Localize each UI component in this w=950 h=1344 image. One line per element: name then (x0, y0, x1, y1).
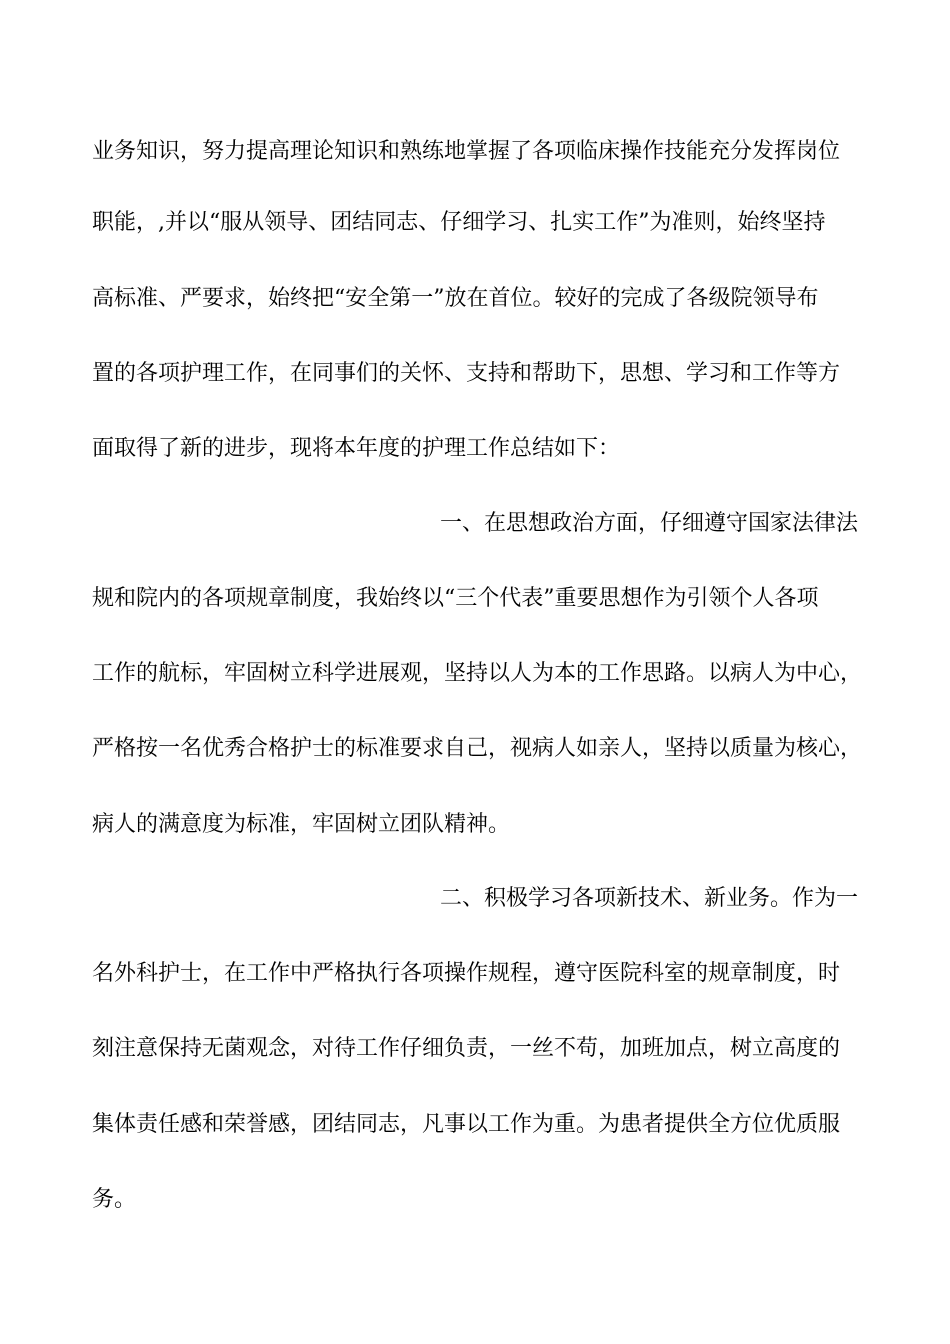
text-line-9: 严格按一名优秀合格护士的标准要求自己，视病人如亲人，坚持以质量为核心， (92, 736, 863, 761)
text-line-15: 务。 (92, 1187, 137, 1212)
section-heading-1: 一、在思想政治方面，仔细遵守国家法律法 (439, 511, 858, 536)
section-heading-2: 二、积极学习各项新技术、新业务。作为一 (439, 886, 858, 911)
text-line-1: 业务知识，努力提高理论知识和熟练地掌握了各项临床操作技能充分发挥岗位 (92, 139, 841, 164)
text-line-12: 名外科护士，在工作中严格执行各项操作规程，遵守医院科室的规章制度，时 (92, 961, 841, 986)
text-line-3: 高标准、严要求，始终把“安全第一”放在首位。较好的完成了各级院领导布 (92, 286, 819, 311)
text-line-4: 置的各项护理工作，在同事们的关怀、支持和帮助下，思想、学习和工作等方 (92, 361, 841, 386)
text-line-2: 职能，,并以“服从领导、团结同志、仔细学习、扎实工作”为准则，始终坚持 (92, 210, 826, 235)
text-line-7: 规和院内的各项规章制度，我始终以“三个代表”重要思想作为引领个人各项 (92, 586, 819, 611)
text-line-8: 工作的航标，牢固树立科学进展观，坚持以人为本的工作思路。以病人为中心， (92, 661, 863, 686)
text-line-10: 病人的满意度为标准，牢固树立团队精神。 (92, 812, 511, 837)
text-line-5: 面取得了新的进步，现将本年度的护理工作总结如下： (92, 436, 621, 461)
text-line-13: 刻注意保持无菌观念，对待工作仔细负责，一丝不苟，加班加点，树立高度的 (92, 1036, 841, 1061)
text-line-14: 集体责任感和荣誉感，团结同志，凡事以工作为重。为患者提供全方位优质服 (92, 1112, 841, 1137)
